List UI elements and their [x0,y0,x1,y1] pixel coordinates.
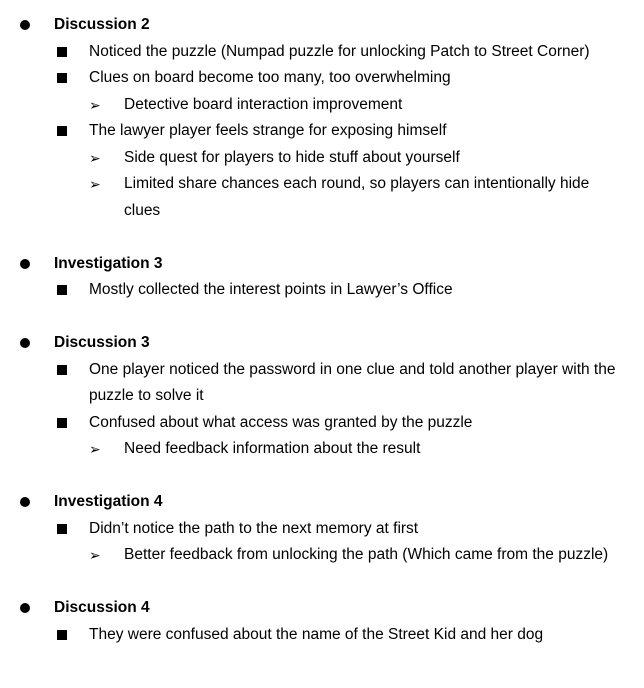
square-bullet [57,630,67,640]
list-item [0,65,644,92]
item-text: They were confused about the name of the Street Kid and her dog [89,625,544,643]
square-bullet [57,47,67,57]
section-investigation-3 [0,251,644,304]
list-item [0,622,644,649]
square-bullet [57,524,67,534]
spacer [0,304,644,331]
round-bullet [20,259,30,269]
arrow-bullet-icon: ➢ [89,441,101,457]
item-text: Confused about what access was granted by the puzzle [89,413,473,431]
square-bullet [57,365,67,375]
item-text: Clues on board become too many, too overwhelming [89,69,451,86]
sub-item-text: Side quest for players to hide stuff about yourself [124,148,460,166]
section-heading [0,489,644,516]
arrow-bullet-icon: ➢ [89,96,101,113]
list-item [0,357,644,410]
sub-list-item [0,171,644,224]
sub-list-item [0,542,644,569]
heading-text: Discussion 4 [54,599,150,616]
section-heading [0,330,644,357]
sub-list-item [0,436,644,463]
item-text: The lawyer player feels strange for exposing himself [89,122,447,139]
section-investigation-4 [0,489,644,569]
sub-item-text: Better feedback from unlocking the path (Which came from the puzzle) [124,546,609,563]
sub-item-text: Need feedback information about the result [124,440,421,457]
section-discussion-3 [0,330,644,463]
sub-list-item [0,145,644,172]
round-bullet [20,603,30,613]
list-item [0,277,644,304]
heading-text: Discussion 2 [54,16,150,33]
round-bullet [20,338,30,348]
item-text: Noticed the puzzle (Numpad puzzle for unlocking Patch to Street Corner) [89,42,590,60]
round-bullet [20,20,30,30]
item-text: Mostly collected the interest points in Lawyer’s Office [89,281,453,298]
sub-item-text: Limited share chances each round, so players can intentionally hide clues [124,175,590,219]
list-item [0,410,644,437]
section-heading [0,595,644,622]
arrow-bullet-icon: ➢ [89,176,101,192]
square-bullet [57,126,67,136]
section-heading [0,251,644,278]
heading-text: Discussion 3 [54,334,150,351]
section-discussion-2 [0,12,644,224]
list-item [0,118,644,145]
sub-list-item [0,92,644,119]
section-discussion-4 [0,595,644,648]
square-bullet [57,285,67,295]
spacer [0,463,644,490]
document-body [0,12,644,648]
sub-item-text: Detective board interaction improvement [124,95,403,113]
arrow-bullet-icon: ➢ [89,149,101,166]
spacer [0,224,644,251]
section-heading [0,12,644,39]
square-bullet [57,418,67,428]
round-bullet [20,497,30,507]
square-bullet [57,73,67,83]
heading-text: Investigation 3 [54,254,163,272]
item-text: Didn’t notice the path to the next memory at first [89,519,419,537]
list-item [0,516,644,543]
arrow-bullet-icon: ➢ [89,547,101,563]
list-item [0,39,644,66]
spacer [0,569,644,596]
heading-text: Investigation 4 [54,493,163,510]
item-text: One player noticed the password in one clue and told another player with the puzzle to solve it [89,360,616,404]
